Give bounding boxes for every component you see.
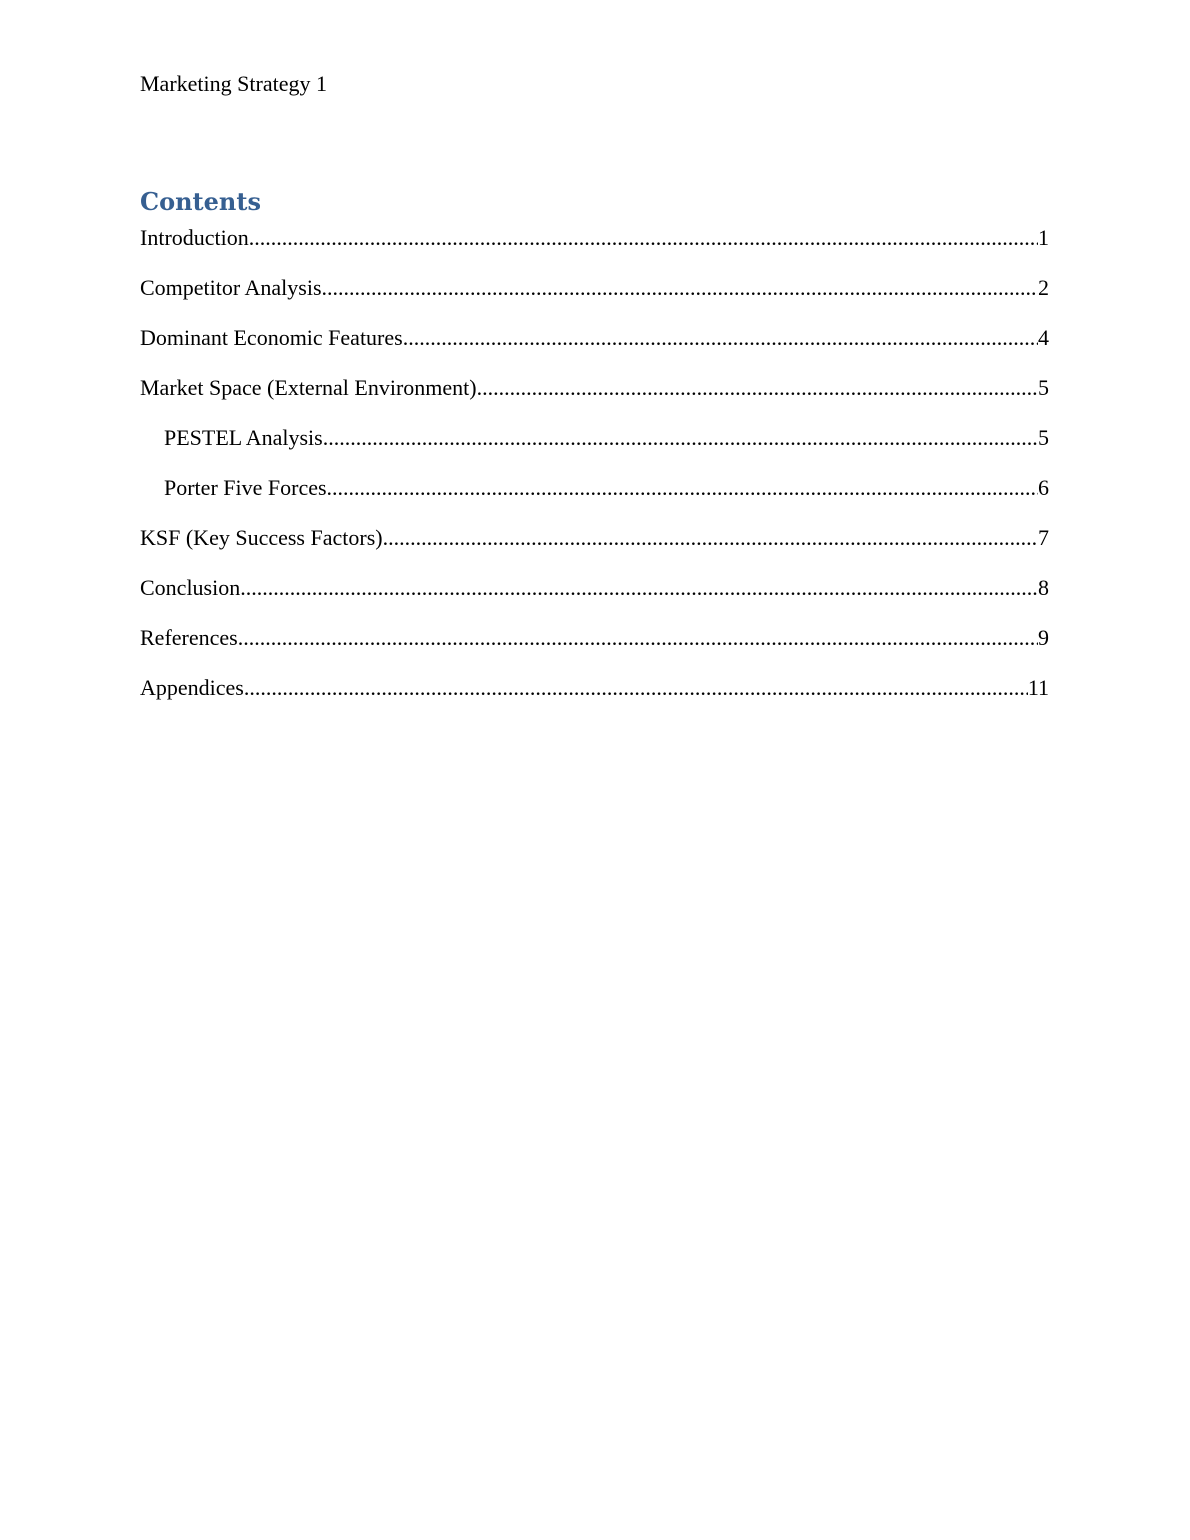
toc-dot-leader bbox=[477, 374, 1038, 402]
toc-page-number: 9 bbox=[1038, 625, 1049, 650]
toc-entry-conclusion[interactable] bbox=[140, 574, 1049, 624]
toc-entry-label: Porter Five Forces bbox=[164, 475, 327, 500]
toc-entry-ksf[interactable] bbox=[140, 524, 1049, 574]
toc-entry-label: References bbox=[140, 625, 238, 650]
running-header: Marketing Strategy 1 bbox=[140, 71, 327, 96]
toc-entry-label: Conclusion bbox=[140, 575, 241, 600]
toc-entry-label: Competitor Analysis bbox=[140, 275, 322, 300]
toc-entry-dominant-economic-features[interactable] bbox=[140, 324, 1049, 374]
toc-entry-label: KSF (Key Success Factors) bbox=[140, 525, 383, 550]
toc-page-number: 8 bbox=[1038, 575, 1049, 600]
toc-entry-introduction[interactable] bbox=[140, 224, 1049, 274]
toc-heading: Contents bbox=[140, 187, 261, 216]
toc-dot-leader bbox=[383, 524, 1038, 552]
toc-page-number: 6 bbox=[1038, 475, 1049, 500]
toc-page-number: 7 bbox=[1038, 525, 1049, 550]
toc-page-number: 4 bbox=[1038, 325, 1049, 350]
toc-dot-leader bbox=[249, 224, 1038, 252]
toc-dot-leader bbox=[322, 274, 1039, 302]
toc-entry-pestel-analysis[interactable] bbox=[140, 424, 1049, 474]
table-of-contents bbox=[140, 224, 1049, 724]
toc-dot-leader bbox=[244, 674, 1028, 702]
toc-dot-leader bbox=[240, 574, 1038, 602]
toc-entry-references[interactable] bbox=[140, 624, 1049, 674]
toc-entry-label: Market Space (External Environment) bbox=[140, 375, 477, 400]
toc-page-number: 2 bbox=[1038, 275, 1049, 300]
toc-entry-market-space[interactable] bbox=[140, 374, 1049, 424]
toc-dot-leader bbox=[238, 624, 1038, 652]
toc-entry-appendices[interactable] bbox=[140, 674, 1049, 724]
toc-entry-porter-five-forces[interactable] bbox=[140, 474, 1049, 524]
toc-page-number: 1 bbox=[1038, 225, 1049, 250]
toc-entry-label: Appendices bbox=[140, 675, 244, 700]
toc-entry-label: PESTEL Analysis bbox=[164, 425, 323, 450]
toc-dot-leader bbox=[403, 324, 1038, 352]
toc-page-number: 5 bbox=[1038, 375, 1049, 400]
toc-dot-leader bbox=[327, 474, 1038, 502]
toc-page-number: 5 bbox=[1038, 425, 1049, 450]
toc-entry-competitor-analysis[interactable] bbox=[140, 274, 1049, 324]
toc-entry-label: Introduction bbox=[140, 225, 249, 250]
toc-entry-label: Dominant Economic Features bbox=[140, 325, 403, 350]
toc-page-number: 11 bbox=[1027, 675, 1049, 700]
toc-dot-leader bbox=[323, 424, 1038, 452]
